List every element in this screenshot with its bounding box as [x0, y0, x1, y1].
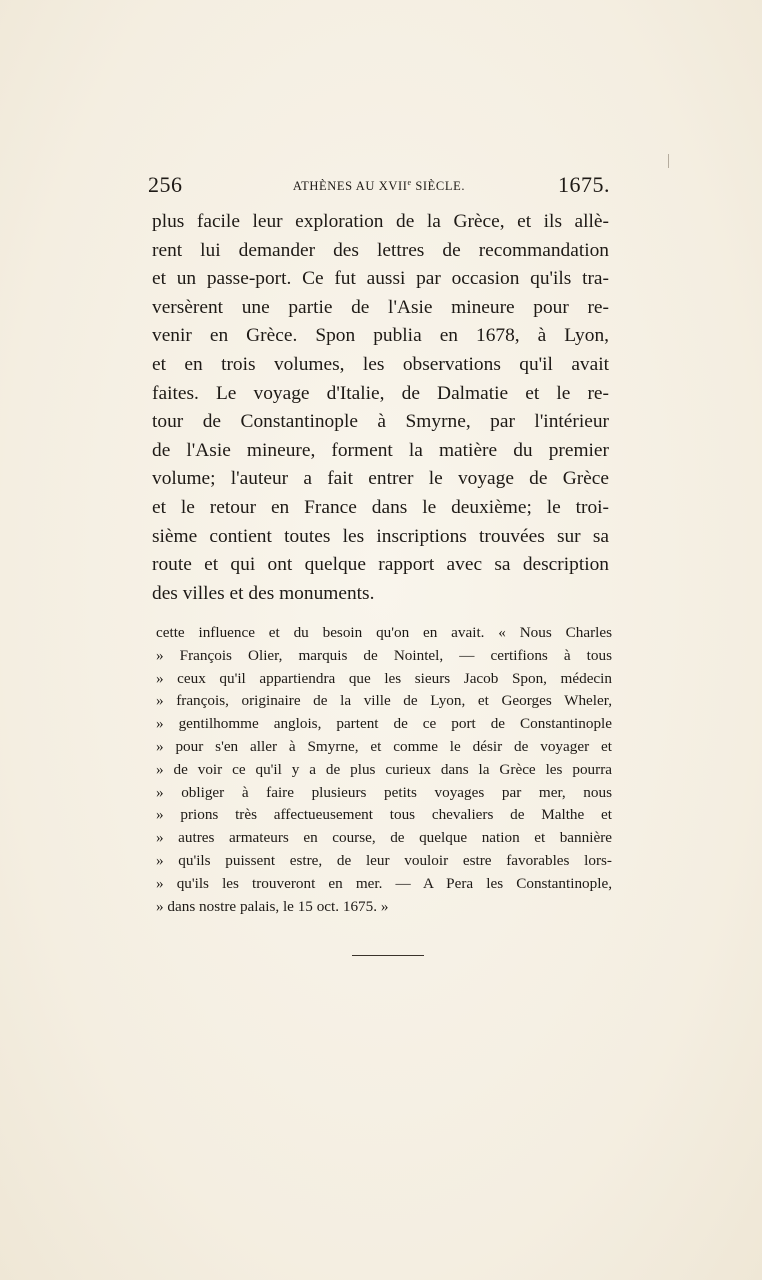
running-title-superscript: e — [407, 178, 412, 187]
footnote-line: » qu'ils les trouveront en mer. — A Pera les Constantinople, — [156, 874, 612, 892]
text-line: des villes et des monuments. — [152, 582, 375, 604]
text-line: et un passe-port. Ce fut aussi par occasion qu'ils tra- — [152, 268, 609, 290]
footnote-line: » prions très affectueusement tous chevaliers de Malthe et — [156, 806, 612, 824]
footnote-line: » françois, originaire de la ville de Lyon, et Georges Wheler, — [156, 692, 612, 710]
text-line: venir en Grèce. Spon publia en 1678, à Lyon, — [152, 325, 609, 347]
text-line: plus facile leur exploration de la Grèce, et ils allè- — [152, 211, 609, 232]
text-line: tour de Constantinople à Smyrne, par l'intérieur — [152, 411, 609, 433]
footnote-line: » qu'ils puissent estre, de leur vouloir estre favorables lors- — [156, 851, 612, 869]
running-title-text: ATHÈNES AU XVII — [292, 179, 408, 194]
footnote-line: » obliger à faire plusieurs petits voyages par mer, nous — [156, 783, 612, 801]
text-line: de l'Asie mineure, forment la matière du premier — [152, 439, 609, 461]
footnote-line: » pour s'en aller à Smyrne, et comme le désir de voyager et — [156, 737, 612, 755]
footnote-line: » gentilhomme anglois, partent de ce port de Constantinople — [156, 715, 612, 733]
text-line: route et qui ont quelque rapport avec sa description — [152, 554, 609, 576]
text-line: et en trois volumes, les observations qu'il avait — [152, 353, 609, 375]
header-year: 1675. — [558, 172, 610, 197]
text-line: faites. Le voyage d'Italie, de Dalmatie et le re- — [152, 382, 609, 404]
footnote-line: cette influence et du besoin qu'on en avait. « Nous Charles — [156, 624, 612, 641]
footnote-line: » François Olier, marquis de Nointel, — certifions à tous — [156, 646, 612, 664]
footnote-line: » autres armateurs en course, de quelque nation et bannière — [156, 829, 612, 847]
page-number: 256 — [148, 172, 183, 197]
footnote-line: » dans nostre palais, le 15 oct. 1675. » — [156, 897, 389, 915]
text-line: rent lui demander des lettres de recommandation — [152, 239, 609, 261]
main-text-block — [152, 208, 609, 608]
footnote-line: » de voir ce qu'il y a de plus curieux dans la Grèce les pourra — [156, 760, 612, 778]
footnote-block — [156, 622, 612, 918]
page-header — [148, 172, 610, 202]
text-line: volume; l'auteur a fait entrer le voyage de Grèce — [152, 468, 609, 490]
running-title — [148, 178, 610, 194]
text-line: et le retour en France dans le deuxième; le troi- — [152, 496, 609, 518]
footnote-line: » ceux qu'il appartiendra que les sieurs Jacob Spon, médecin — [156, 669, 612, 687]
end-rule — [352, 955, 424, 956]
margin-mark — [668, 154, 669, 168]
text-line: versèrent une partie de l'Asie mineure pour re- — [152, 296, 609, 318]
running-title-end: SIÈCLE. — [411, 179, 466, 194]
text-line: sième contient toutes les inscriptions trouvées sur sa — [152, 525, 609, 547]
